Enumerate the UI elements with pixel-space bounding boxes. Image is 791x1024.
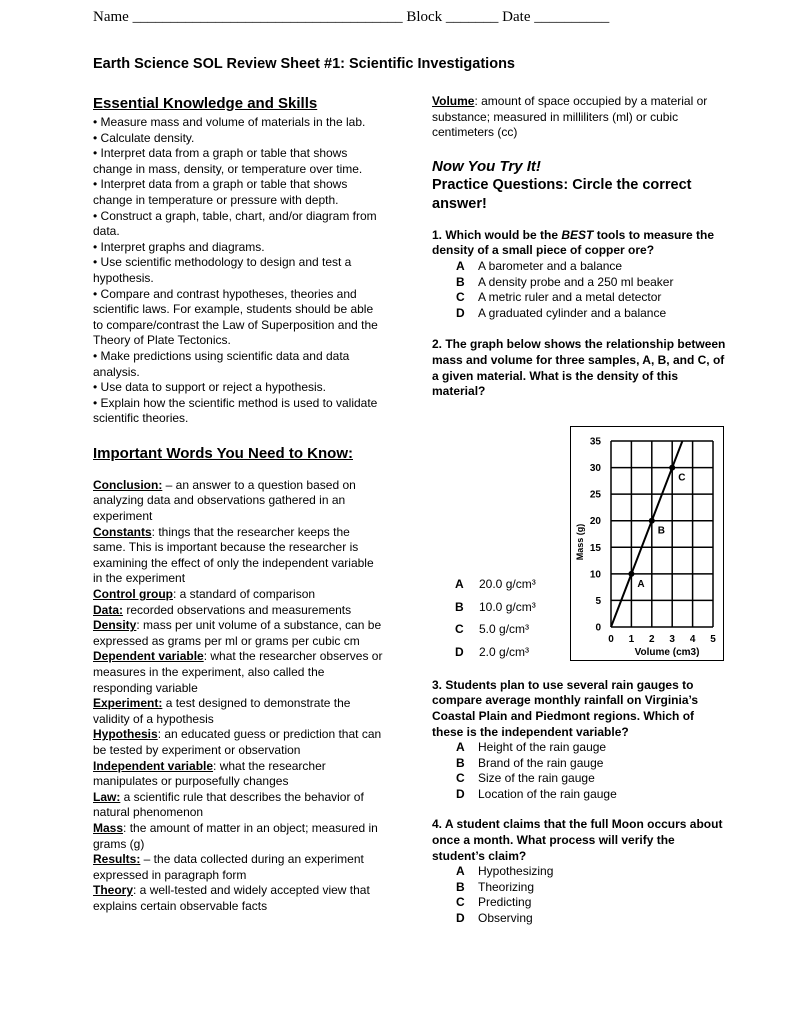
words-heading: Important Words You Need to Know: xyxy=(93,444,353,462)
option-letter: D xyxy=(456,305,465,320)
term-definition: : an educated guess or prediction that can be tested by experiment or observation xyxy=(93,727,382,757)
essential-item: • Compare and contrast hypotheses, theories and scientific laws. For example, students should be able to compare/contrast the Law of Superposition and the Theory of Plate Tectonics. xyxy=(93,286,378,348)
option-text: A graduated cylinder and a balance xyxy=(478,305,667,320)
term-definition: : mass per unit volume of a substance, can be expressed as grams per ml or grams per cubic cm xyxy=(93,618,382,648)
y-tick-label: 30 xyxy=(589,463,601,475)
data-point-label: B xyxy=(657,525,666,537)
term-definition: : a standard of comparison xyxy=(172,587,316,602)
term-definition: – the data collected during an experiment expressed in paragraph form xyxy=(93,852,364,882)
term-entry xyxy=(93,478,383,525)
answer-option-d[interactable] xyxy=(456,306,727,322)
term-definition: recorded observations and measurements xyxy=(123,602,352,617)
answer-option-b[interactable] xyxy=(456,880,727,896)
answer-option-a[interactable] xyxy=(455,573,536,596)
answer-option-c[interactable] xyxy=(456,895,727,911)
y-tick-label: 25 xyxy=(589,489,601,501)
term-word: Data: xyxy=(93,602,124,617)
left-column xyxy=(93,94,383,915)
term-entry xyxy=(93,727,383,758)
question-text: 2. The graph below shows the relationship between mass and volume for three samples, A, B, and C, of a given material. What is the density of this material? xyxy=(432,337,726,399)
y-axis-label: Mass (g) xyxy=(575,523,585,561)
option-letter: B xyxy=(456,755,465,770)
option-letter: A xyxy=(456,864,465,879)
y-tick-label: 35 xyxy=(589,436,601,448)
term-entry xyxy=(93,587,383,603)
option-text: A metric ruler and a metal detector xyxy=(478,290,662,305)
answer-option-b[interactable] xyxy=(455,596,536,619)
term-entry xyxy=(93,790,383,821)
option-letter: A xyxy=(456,258,465,273)
option-letter: C xyxy=(456,895,465,910)
term-definition: : a well-tested and widely accepted view that explains certain observable facts xyxy=(93,883,370,913)
term-word: Density xyxy=(93,618,137,633)
option-text: A barometer and a balance xyxy=(478,258,623,273)
essential-list xyxy=(93,115,383,427)
essential-item: • Measure mass and volume of materials in the lab. xyxy=(93,115,366,129)
option-text: Size of the rain gauge xyxy=(478,771,595,786)
essential-item: • Interpret graphs and diagrams. xyxy=(93,239,265,254)
term-entry xyxy=(93,759,383,790)
answer-option-c[interactable] xyxy=(456,290,727,306)
x-axis-label: Volume (cm3) xyxy=(634,647,700,658)
term-word: Conclusion: xyxy=(93,477,163,492)
y-tick-label: 20 xyxy=(589,516,601,528)
essential-item: • Explain how the scientific method is used to validate scientific theories. xyxy=(93,395,378,426)
options xyxy=(456,740,727,802)
options xyxy=(456,259,727,321)
option-text: 5.0 g/cm³ xyxy=(479,622,530,637)
x-tick-label: 5 xyxy=(710,634,716,645)
option-letter: C xyxy=(455,622,464,637)
term-entry xyxy=(93,883,383,914)
term-word: Law: xyxy=(93,789,121,804)
option-text: 20.0 g/cm³ xyxy=(479,577,536,592)
term-word: Experiment: xyxy=(93,696,163,711)
data-point-label: C xyxy=(678,472,686,484)
essential-item: • Interpret data from a graph or table that shows change in temperature or pressure with depth. xyxy=(93,177,348,207)
option-text: Location of the rain gauge xyxy=(478,786,617,801)
option-letter: B xyxy=(456,879,465,894)
term-definition: : things that the researcher keeps the same. This is important because the researcher is examining the effect of only the independent variable in the experiment xyxy=(93,524,374,586)
question-2 xyxy=(432,337,727,399)
volume-term xyxy=(432,94,727,141)
option-letter: D xyxy=(456,911,465,926)
y-tick-label: 15 xyxy=(589,542,601,554)
answer-option-d[interactable] xyxy=(455,641,536,664)
date-label: Date xyxy=(502,9,531,25)
term-word: Results: xyxy=(93,852,141,867)
try-it-heading: Now You Try It! xyxy=(432,157,541,175)
term-word: Mass xyxy=(93,820,124,835)
option-letter: A xyxy=(455,577,464,592)
term-word: Independent variable xyxy=(93,758,214,773)
option-letter: C xyxy=(456,290,465,305)
essential-item: • Use scientific methodology to design and test a hypothesis. xyxy=(93,255,352,285)
answer-option-a[interactable] xyxy=(456,864,727,880)
term-word: Dependent variable xyxy=(93,649,204,664)
option-text: Height of the rain gauge xyxy=(478,740,607,755)
y-tick-label: 0 xyxy=(595,622,601,634)
question-text: 1. Which would be the BEST tools to measure the density of a small piece of copper ore? xyxy=(432,227,715,258)
answer-option-d[interactable] xyxy=(456,787,727,803)
question-text: 4. A student claims that the full Moon occurs about once a month. What process will verify the student’s claim? xyxy=(432,817,723,863)
data-point-a xyxy=(628,571,634,577)
options xyxy=(456,864,727,926)
option-text: A density probe and a 250 ml beaker xyxy=(478,274,674,289)
essential-item: • Interpret data from a graph or table that shows change in mass, density, or temperature over time. xyxy=(93,146,363,176)
option-text: Brand of the rain gauge xyxy=(478,755,604,770)
term-entry xyxy=(93,821,383,852)
term-entry xyxy=(93,696,383,727)
page-title: Earth Science SOL Review Sheet #1: Scientific Investigations xyxy=(93,56,515,72)
option-text: Theorizing xyxy=(478,879,535,894)
x-tick-label: 2 xyxy=(649,634,655,645)
term-entry xyxy=(93,525,383,587)
y-tick-label: 5 xyxy=(595,595,601,607)
essential-item: • Make predictions using scientific data and data analysis. xyxy=(93,348,350,379)
term-word: Theory xyxy=(93,883,134,898)
block-label: Block xyxy=(406,9,443,25)
terms-list xyxy=(93,478,383,915)
option-text: 2.0 g/cm³ xyxy=(479,644,530,659)
x-tick-label: 4 xyxy=(689,634,696,645)
term-entry xyxy=(93,852,383,883)
option-text: Predicting xyxy=(478,895,532,910)
question-2-options xyxy=(455,573,536,663)
x-tick-label: 3 xyxy=(669,634,675,645)
question-text: 3. Students plan to use several rain gauges to compare average monthly rainfall on Virginia’s Coastal Plain and Piedmont regions. Which of these is the independent variable? xyxy=(432,677,699,739)
answer-option-d[interactable] xyxy=(456,911,727,927)
term-entry xyxy=(93,603,383,619)
practice-heading: Practice Questions: Circle the correct answer! xyxy=(432,176,692,212)
question-3 xyxy=(432,678,727,803)
term-word: Constants xyxy=(93,524,152,539)
block-field[interactable]: _______ xyxy=(445,9,499,25)
essential-item: • Construct a graph, table, chart, and/or diagram from data. xyxy=(93,208,377,239)
option-letter: D xyxy=(455,644,464,659)
option-text: 10.0 g/cm³ xyxy=(479,599,536,614)
option-text: Hypothesizing xyxy=(478,864,554,879)
term-word: Hypothesis xyxy=(93,727,158,742)
mass-volume-graph xyxy=(570,426,724,661)
y-tick-label: 10 xyxy=(589,569,601,581)
option-letter: B xyxy=(456,274,465,289)
option-letter: A xyxy=(456,740,465,755)
graph-svg xyxy=(571,427,725,662)
answer-option-a[interactable] xyxy=(456,740,727,756)
essential-item: • Use data to support or reject a hypothesis. xyxy=(93,380,326,395)
option-letter: C xyxy=(456,771,465,786)
term-definition: : the amount of matter in an object; measured in grams (g) xyxy=(93,820,378,851)
date-field[interactable]: __________ xyxy=(534,9,610,25)
term-definition: : what the researcher observes or measures in the experiment, also called the responding variable xyxy=(93,649,383,695)
x-tick-label: 0 xyxy=(608,634,614,645)
name-label: Name xyxy=(93,9,129,25)
data-point-b xyxy=(649,518,655,524)
answer-option-a[interactable] xyxy=(456,259,727,275)
term-word: Volume xyxy=(432,94,475,108)
question-1 xyxy=(432,228,727,322)
term-definition: : what the researcher manipulates or purposefully changes xyxy=(93,758,326,789)
option-letter: D xyxy=(456,786,465,801)
term-entry xyxy=(93,618,383,649)
x-tick-label: 1 xyxy=(628,634,635,645)
term-definition: – an answer to a question based on analyzing data and observations gathered in an experiment xyxy=(93,477,356,524)
term-word: Control group xyxy=(93,587,173,602)
question-4 xyxy=(432,817,727,926)
student-header xyxy=(93,9,713,26)
essential-item: • Calculate density. xyxy=(93,130,195,145)
essential-heading: Essential Knowledge and Skills xyxy=(93,95,318,112)
data-point-label: A xyxy=(637,578,645,590)
option-text: Observing xyxy=(478,911,533,926)
answer-option-c[interactable] xyxy=(455,618,536,641)
answer-option-c[interactable] xyxy=(456,771,727,787)
term-entry xyxy=(93,649,383,696)
answer-option-b[interactable] xyxy=(456,275,727,291)
option-letter: B xyxy=(455,599,464,614)
term-definition: a test designed to demonstrate the validity of a hypothesis xyxy=(93,696,351,726)
term-definition: : amount of space occupied by a material or substance; measured in milliliters (ml) or cubic centimeters (cc) xyxy=(432,94,708,140)
data-point-c xyxy=(669,465,675,471)
term-definition: a scientific rule that describes the behavior of natural phenomenon xyxy=(93,789,364,820)
name-field[interactable]: ____________________________________ xyxy=(132,9,403,25)
answer-option-b[interactable] xyxy=(456,756,727,772)
